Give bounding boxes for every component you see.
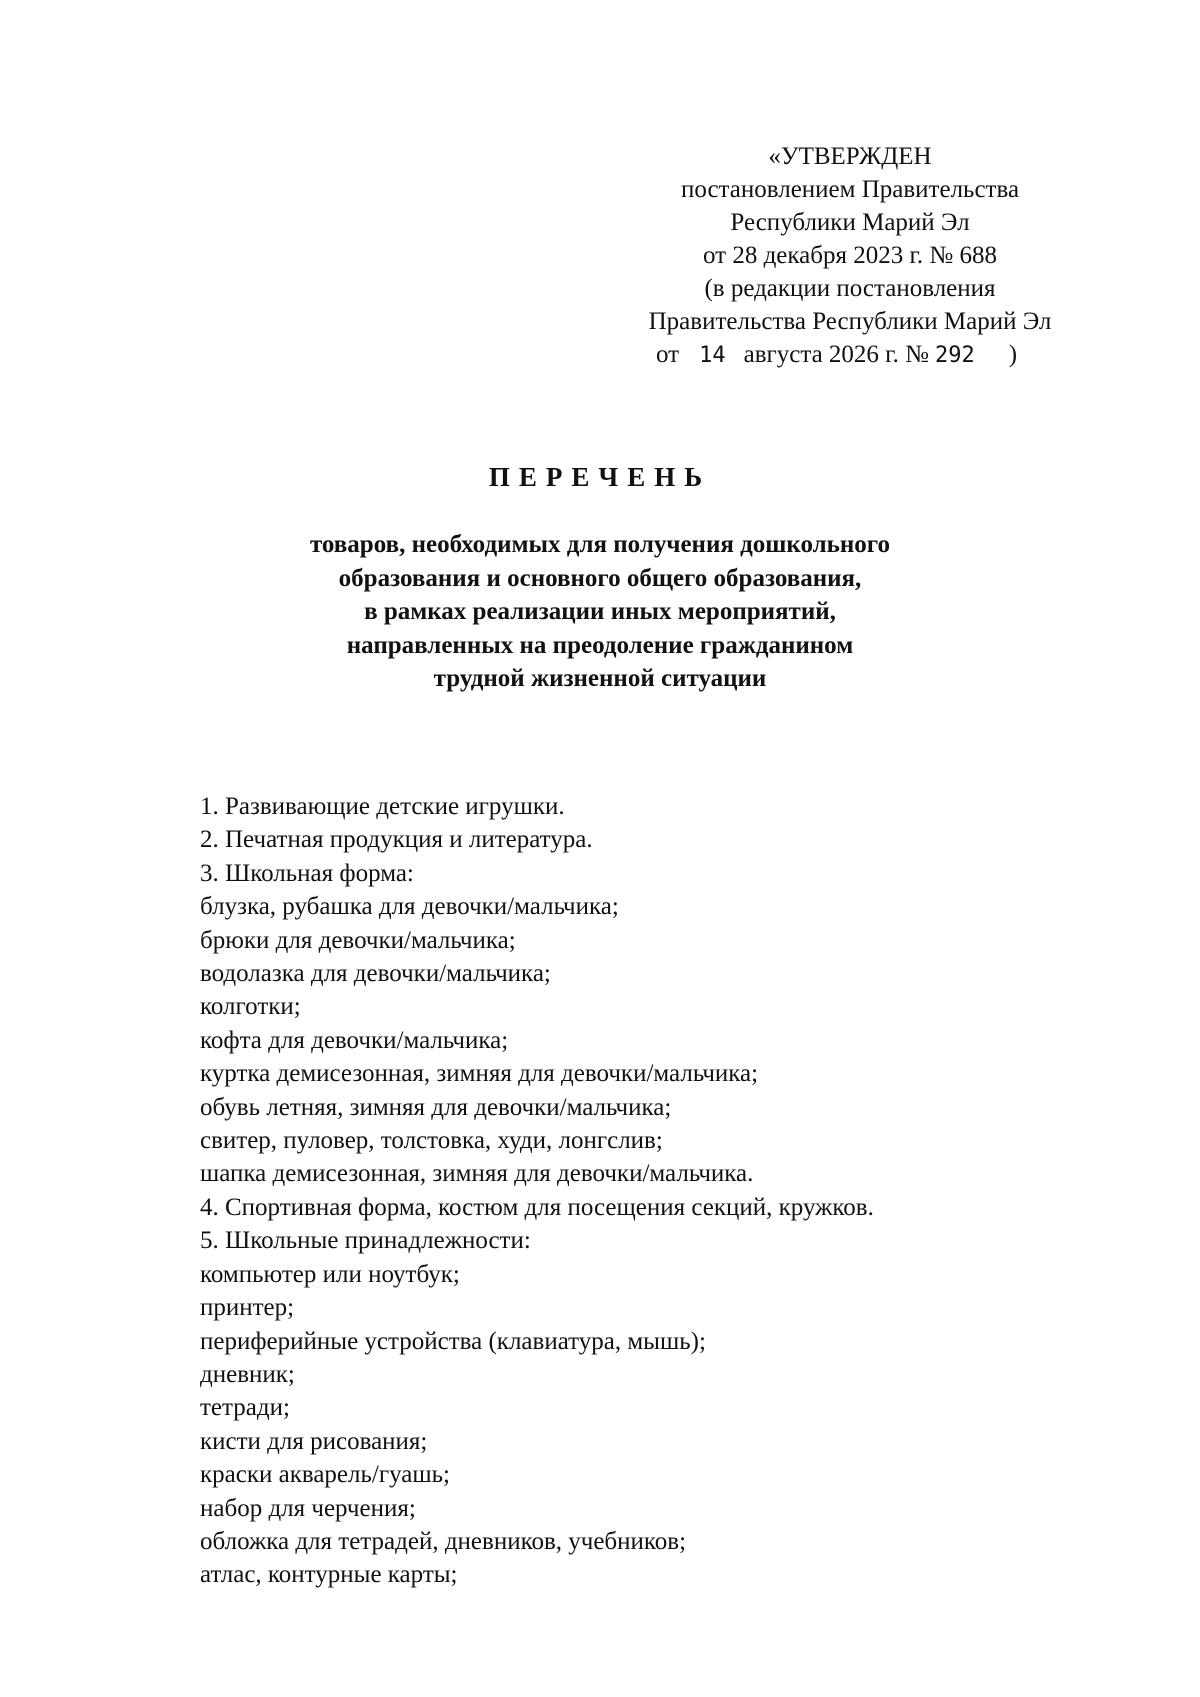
amendment-prefix: от	[656, 341, 680, 368]
list-item: тетради;	[200, 1394, 290, 1422]
subtitle-line: образования и основного общего образования,	[338, 564, 862, 592]
list-item: шапка демисезонная, зимняя для девочки/мальчика.	[200, 1160, 754, 1188]
amendment-date-line	[600, 338, 1100, 372]
list-item: 5. Школьные принадлежности:	[200, 1227, 531, 1255]
approval-line: «УТВЕРЖДЕН	[768, 143, 932, 170]
list-item: куртка демисезонная, зимняя для девочки/мальчика;	[200, 1060, 759, 1088]
list-item: свитер, пуловер, толстовка, худи, лонгслив;	[200, 1127, 663, 1155]
list-item: кофта для девочки/мальчика;	[200, 1026, 509, 1054]
amendment-suffix: )	[1008, 341, 1018, 368]
subtitle-line: товаров, необходимых для получения дошкольного	[309, 531, 891, 558]
approval-line: постановлением Правительства	[680, 176, 1020, 203]
approval-line: Правительства Республики Марий Эл	[648, 308, 1052, 335]
goods-list	[200, 790, 1100, 1592]
subtitle-line: в рамках реализации иных мероприятий,	[364, 598, 836, 625]
list-item: блузка, рубашка для девочки/мальчика;	[200, 893, 619, 921]
list-item: обувь летняя, зимняя для девочки/мальчика;	[200, 1093, 672, 1121]
list-item: 1. Развивающие детские игрушки.	[200, 793, 565, 820]
list-item: кисти для рисования;	[200, 1427, 428, 1455]
list-item: набор для черчения;	[200, 1494, 416, 1522]
approval-line: от 28 декабря 2023 г. № 688	[702, 242, 998, 269]
approval-line: Республики Марий Эл	[730, 209, 970, 236]
list-item: 3. Школьная форма:	[200, 859, 414, 887]
list-item: брюки для девочки/мальчика;	[200, 926, 516, 954]
list-item: краски акварель/гуашь;	[200, 1461, 450, 1489]
amendment-month-year: августа 2026 г. №	[743, 341, 929, 368]
list-item: водолазка для девочки/мальчика;	[200, 960, 551, 988]
list-item: колготки;	[200, 993, 301, 1021]
list-item: дневник;	[200, 1360, 295, 1388]
amendment-day: 14	[699, 343, 726, 368]
list-item: принтер;	[200, 1294, 295, 1322]
list-item: обложка для тетрадей, дневников, учебников;	[200, 1527, 687, 1555]
approval-line: (в редакции постановления	[704, 275, 996, 302]
list-item: атлас, контурные карты;	[200, 1561, 458, 1589]
subtitle-line: трудной жизненной ситуации	[433, 665, 767, 692]
subtitle-line: направленных на преодоление гражданином	[346, 631, 854, 659]
approval-stamp-block	[600, 140, 1100, 372]
document-title: ПЕРЕЧЕНЬ	[488, 462, 712, 492]
list-item: периферийные устройства (клавиатура, мышь);	[200, 1327, 706, 1355]
list-item: компьютер или ноутбук;	[200, 1260, 460, 1288]
document-subtitle	[250, 528, 950, 696]
list-item: 2. Печатная продукция и литература.	[200, 826, 593, 854]
list-item: 4. Спортивная форма, костюм для посещения секций, кружков.	[200, 1193, 874, 1221]
amendment-number: 292	[934, 343, 975, 368]
